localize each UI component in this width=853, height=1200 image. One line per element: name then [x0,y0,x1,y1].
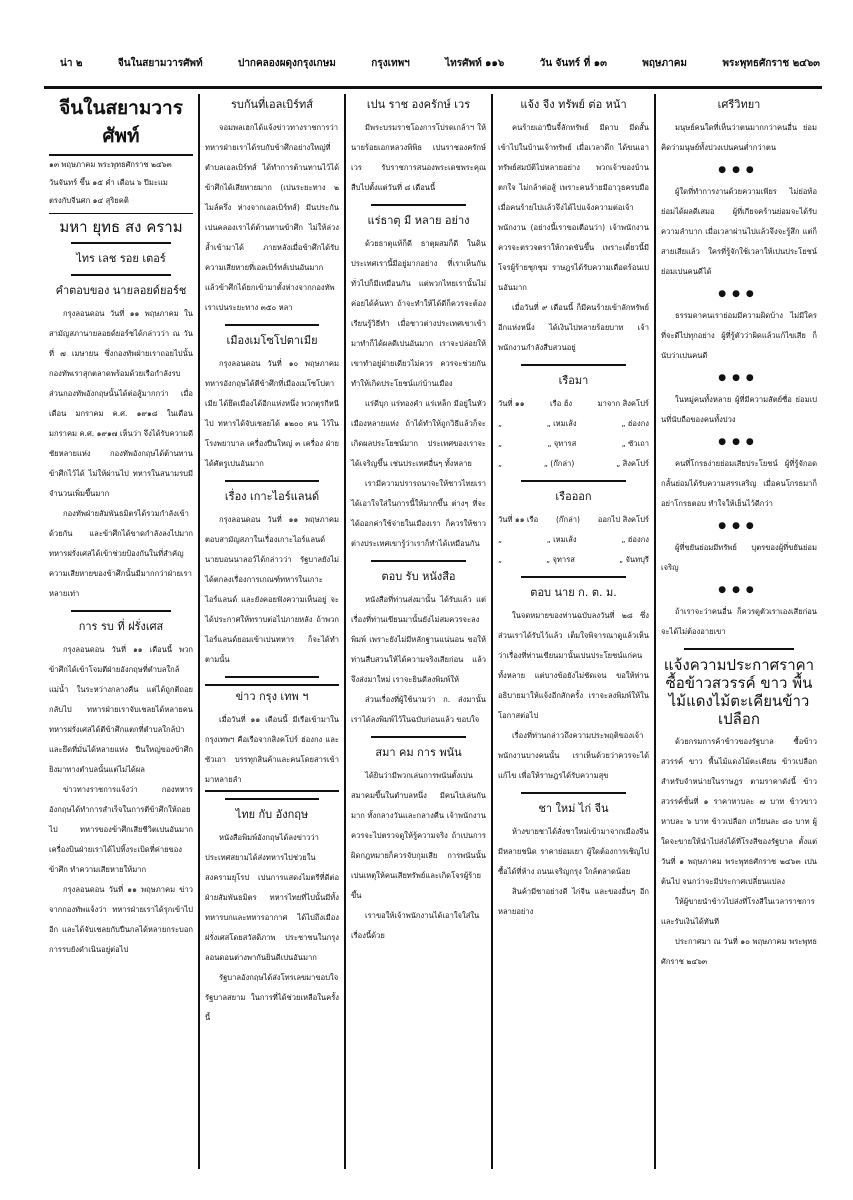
ornament-rule [225,480,319,482]
bullet-separator: ●●● [718,521,760,531]
article [205,806,339,1028]
shipping-cell: „ จุทารส [546,555,575,564]
article-headline: เรือออก [555,490,592,503]
column-3 [346,94,493,1169]
article-headline: มหา ยุทธ สง คราม [59,218,183,236]
bullet-separator: ●●● [718,585,760,595]
article-paragraph: กรุงลอนดอน วันที่ ๑๑ พฤษภาคม ในสามัญสภานายลอยด์ยอร์ชได้กล่าวว่า ณ วันที่ ๗ เมษายน ซึ่งกองทัพฝ่ายเราถอยไปนั้น กองทัพเราสุกตลาดพร้อมด้วยเรือกำลังรบ ส่วนกองทัพอังกฤษนั้นได้ต่อสู้มากกว่า เมื่อเดือน มกราคม ค.ศ. ๑๙๑๘ ในเดือน มกราคม ค.ศ. ๑๙๑๗ เห็นว่า จึงได้รับความดีชัยหลายแห่ง กองทัพอังกฤษได้ต้านทานข้าศึกไว้ได้ ไม่ให้ผ่านไป ทหารในสนามรบมีจำนวนเพิ่มขึ้นมาก [49,309,193,498]
article-paragraph: จอมพลเฮกได้แจ้งข่าวทางราชการว่า ทหารฝ่ายเราได้รบกับข้าศึกอย่างใหญ่ที่ตำบลเอลเบิร์ทส์ ได้ทำการต้านทานไว้ได้ ข้าศึกได้เสียหายมาก (เปนระยะทาง ๒ ไมล์ครึ่ง ห่างจากเอลเบิร์ทส์) มีนประกันเปนคลองเราได้ต้านทานข้าศึก ไม่ให้ล่วงล้ำเข้ามาได้ ภายหลังเมื่อข้าศึกได้รับความเสียหายที่เอลเบิร์ทส์เปนอันมาก แล้วข้าศึกได้ยกเข้ามาตั้งห่างจากกองทัพเราเปนระยะทาง ๓๕๐ หลา [205,123,339,312]
month: พฤษภาคม [642,58,688,69]
ornament-rule [521,364,627,366]
article-paragraph: คนร้ายเอาปืนจี้ลักทรัพย์ มีดาบ มีดสั้น เข้าไปในบ้านเจ้าทรัพย์ เมื่อเวลาดึก ได้ขนเอาทรัพย์สมบัติไปหลายอย่าง พวกเจ้าของบ้านตกใจ ไม่กล้าต่อสู้ เพราะคนร้ายมีอาวุธครบมือ เมื่อคนร้ายไปแล้วจึงได้ไปแจ้งความต่อเจ้าพนักงาน (อย่างนี้เราขอเตือนว่า) เจ้าพนักงานควรจะตรวจตราให้กวดขันขึ้น เพราะเดี๋ยวนี้มีโจรผู้ร้ายชุกชุม ราษฎรได้รับความเดือดร้อนเปนอันมาก [498,123,649,292]
article-paragraph: ข่าวทางราชการแจ้งว่า กองทหารอังกฤษได้ทำการสำเร็จในการตีข้าศึกให้ถอยไป ทหารของข้าศึกเสียชีวิตเปนอันมาก เครื่องบินฝ่ายเราได้ไปทิ้งระเบิดที่ค่ายของข้าศึก ทำความเสียหายให้มาก [49,785,193,874]
article [205,488,339,670]
article [351,212,486,554]
column-2 [200,94,346,1169]
columns [44,94,822,1169]
article [351,744,486,946]
shipping-cell: „ [498,555,502,564]
article-paragraph: หนังสือพิมพ์อังกฤษได้ลงข่าวว่า ประเทศสยามได้ส่งทหารไปช่วยในสงครามยุโรป เปนการแสดงไมตรีที่ดีต่อฝ่ายสัมพันธมิตร ทหารไทยที่ไปนั้นมีทั้งทหารบกและทหารอากาศ ได้ไปถึงเมืองฝรั่งเศสโดยสวัสดิภาพ ประชาชนในกรุงลอนดอนต่างพากันยินดีเปนอันมาก [205,833,339,962]
article-paragraph: กรุงลอนดอน วันที่ ๑๑ พฤษภาคม ตอบสามัญสภาในเรื่องเกาะไอร์แลนด์ นายบอนนาลอว์ได้กล่าวว่า รัฐบาลยังไม่ได้ตกลงเรื่องการเกณฑ์ทหารในเกาะไอร์แลนด์ และยังคอยฟังความเห็นอยู่ จะได้ประกาศให้ทราบต่อไปภายหลัง ถ้าพวกไอร์แลนด์ยอมเข้าเปนทหาร ก็จะได้ทำตามนั้น [205,515,339,664]
ornament-rule [521,576,627,578]
ornament-rule [225,798,319,800]
article-paragraph: กรุงลอนดอน วันที่ ๑๑ พฤษภาคม ข่าวจากกองทัพแจ้งว่า ทหารฝ่ายเราได้รุกเข้าไปอีก และได้จับเชลยกับปืนกลได้หลายกระบอก การรบยังดำเนินอยู่ต่อไป [49,885,193,954]
shipping-cell: „ [498,535,502,544]
paper-name: จีนในสยามวารศัพท์ [117,58,203,69]
shipping-row [498,510,649,530]
shipping-row [498,414,649,434]
bullet-separator: ●●● [718,165,760,175]
article-paragraph: ผู้ใดที่ทำการงานด้วยความเพียร ไม่ย่อท้อ ย่อมได้ผลดีเสมอ ผู้ที่เกียจคร้านย่อมจะได้รับความลำบาก เมื่อเวลาผ่านไปแล้วจึงจะรู้สึก แต่ก็สายเสียแล้ว ใครที่รู้จักใช้เวลาให้เปนประโยชน์ ย่อมเปนคนดีได้ [661,187,817,276]
shipping-row [498,550,649,570]
article-paragraph: เรื่องที่ท่านกล่าวถึงความประพฤติของเจ้าพนักงานบางคนนั้น เราเห็นด้วยว่าควรจะได้แก้ไข เพื่อให้ราษฎรได้รับความสุข [498,731,649,780]
article-paragraph: แร่ดีบุก แร่ทองคำ แร่เหล็ก มีอยู่ในหัวเมืองหลายแห่ง ถ้าได้ทำให้ถูกวิธีแล้วก็จะเกิดผลประโยชน์มาก ประเทศของเราจะได้เจริญขึ้น เช่นประเทศอื่นๆ ทั้งหลาย [351,399,486,468]
article-paragraph: ให้ผู้ขายนำข้าวไปส่งที่โรงสีในเวลาราชการ และรับเงินได้ทันที [661,897,815,926]
article-paragraph: ด้วยธาตุแท้ก็ดี ธาตุผสมก็ดี ในดินประเทศเรานี้มีอยู่มากอย่าง ที่เราเห็นกันทั่วไปก็มีเหมือนกัน แต่พวกไทยเรานั้นไม่ค่อยได้ค้นหา ถ้าจะทำให้ได้ดีก็ควรจะต้องเรียนรู้วิธีทำ เมื่อชาวต่างประเทศเขาเข้ามาทำก็ได้ผลดีเปนอันมาก เราจะปล่อยให้เขาทำอยู่ฝ่ายเดียวไม่ควร ควรจะช่วยกันทำให้เกิดประโยชน์แก่บ้านเมือง [351,239,486,388]
bullet-separator: ●●● [718,437,760,447]
article-paragraph: รัฐบาลอังกฤษได้ส่งโทรเลขมาขอบใจรัฐบาลสยาม ในการที่ได้ช่วยเหลือในครั้งนี้ [205,973,339,1022]
dateline-line: ตรงกับจีนศก ๑๔ สุริยคติ [49,196,129,205]
article-headline: ตอบ รับ หนังสือ [381,570,456,583]
page-number: น่า ๒ [60,58,83,69]
article [351,568,486,730]
article-paragraph: คนที่โกรธง่ายย่อมเสียประโยชน์ ผู้ที่รู้จักอดกลั้นย่อมได้รับความสรรเสริญ เมื่อคนโกรธมาก็อย่าโกรธตอบ ทำใจให้เย็นไว้ดีกว่า [661,459,817,508]
city: กรุงเทพฯ [371,58,410,69]
shipping-cell: „ [498,459,502,468]
shipping-row [498,394,649,414]
article-paragraph: ประกาศมา ณ วันที่ ๑๐ พฤษภาคม พระพุทธศักราช ๒๔๖๓ [661,937,817,966]
article [49,618,193,960]
article-paragraph: มนุษย์คนใดที่เห็นว่าตนมากกว่าคนอื่น ย่อมคิดว่ามนุษย์ทั้งปวงเปนคนต่ำกว่าตน [661,123,817,152]
shipping-cell: „ [498,439,502,448]
masthead: จีนในสยามวารศัพท์ [49,94,193,156]
article-paragraph: ห้างขายชาได้สั่งชาใหม่เข้ามาจากเมืองจีน มีหลายชนิด ราคาย่อมเยา ผู้ใดต้องการเชิญไปซื้อได้ที่ห้าง ถนนเจริญกรุง ใกล้ตลาดน้อย [498,827,649,876]
article [661,96,817,158]
article-paragraph: ธรรมดาคนเราย่อมมีความผิดบ้าง ไม่มีใครที่จะดีไปทุกอย่าง ผู้ที่รู้ตัวว่าผิดแล้วแก้ไขเสีย ก็นับว่าเปนคนดี [661,311,817,360]
article-headline: เรือมา [558,374,589,387]
shipping-cell: „ (ก๊กล่า) [543,459,575,468]
era-year: พระพุทธศักราช ๒๔๖๓ [722,58,820,69]
shipping-cell: (ก๊กล่า) [555,515,581,524]
shipping-cell: „ เหมเส้ง [546,419,577,428]
page-header [60,56,820,71]
article-paragraph: กรุงลอนดอน วันที่ ๑๐ พฤษภาคม ทหารอังกฤษได้ตีข้าศึกที่เมืองเมโซโปตาเมีย ได้ยึดเมืองได้อีกแห่งหนึ่ง พวกตุรกีหนีไป ทหารได้จับเชลยได้ ๑๒๐๐ คน ไว้ในโรงพยาบาล เครื่องปืนใหญ่ ๓ เครื่อง ฝ่ายได้ศัตรูเปนอันมาก [205,359,339,468]
article-headline: เรื่อง เกาะไอร์แลนด์ [224,490,320,503]
shipping-cell: „ ฮ่องกง [621,535,649,544]
ornament-rule [71,242,172,244]
article [49,282,193,604]
column-5 [656,94,822,1169]
article [351,96,486,198]
article-paragraph: เมื่อวันที่ ๑๑ เดือนนี้ มีเรือเข้ามาในกรุงเทพฯ คือเรือจากสิงคโปร์ ฮ่องกง และ ซัวเถา บรรทุกสินค้าและคนโดยสารเข้ามาหลายลำ [205,715,339,784]
ornament-rule [225,324,319,326]
article-paragraph: ส่วนเรื่องที่ผู้ใช้นามว่า ก. ส่งมานั้น เราได้ลงพิมพ์ไว้ในฉบับก่อนแล้ว ขอบใจ [351,695,486,724]
article-paragraph: กองทัพฝ่ายสัมพันธมิตรได้รวมกำลังเข้าด้วยกัน และข้าศึกได้ขาดกำลังลงไปมาก ทหารฝรั่งเศสได้เข้าช่วยป้องกันในที่สำคัญ ความเสียหายของข้าศึกนั้นมีมากกว่าฝ่ายเราหลายเท่า [49,509,193,598]
shipping-cell: „ ซัวเถา [621,439,649,448]
article-headline: รบกันที่เอลเบิร์ทส์ [230,98,314,111]
article-headline: ไทร เลช รอย เตอร์ [76,252,166,265]
article [205,332,339,474]
article-paragraph: ด้วยกรมการค้าข้าวของรัฐบาล ซื้อข้าวสวรรค์ ขาว พื้นไม้แดงไม้ตะเคียน ข้าวเปลือก สำหรับจำหน่ายในราษฎร ตามราคาดังนี้ ข้าวสวรรค์ชั้นที่ ๑ ราคาหาบละ ๗ บาท ข้าวขาว หาบละ ๖ บาท ข้าวเปลือก เกวียนละ ๘๐ บาท ผู้ใดจะขายให้นำไปส่งได้ที่โรงสีของรัฐบาล ตั้งแต่วันที่ ๑ พฤษภาคม พระพุทธศักราช ๒๔๖๓ เปนต้นไป จนกว่าจะมีประกาศเปลี่ยนแปลง [661,737,817,886]
ornament-rule [225,676,319,678]
ornament-rule [371,736,466,738]
header-rule [44,86,822,89]
article-paragraph: เราขอให้เจ้าพนักงานได้เอาใจใส่ในเรื่องนี้ด้วย [351,911,480,940]
shipping-cell: „ เหมเส้ง [546,535,577,544]
article [661,656,817,972]
shipping-cell: „ จันทบุรี [619,555,649,564]
shipping-cell: เรือ ฮ้ง [550,399,573,408]
article-headline: แจ้ง จีง ทรัพย์ ต่อ หน้า [520,98,627,111]
shipping-cell: „ สิงคโปร์ [616,459,649,468]
article [661,390,817,430]
ornament-rule [371,204,466,206]
column-1 [44,94,200,1169]
article [49,250,193,268]
article-paragraph: ถ้าเราจะว่าคนอื่น ก็ควรดูตัวเราเองเสียก่อน จะได้ไม่ต้องอายเขา [661,607,817,636]
ornament-rule [684,648,793,650]
article-headline: เมืองเมโซโปตาเมีย [226,334,318,347]
article [205,684,339,792]
shipping-cell: „ จุทารส [547,439,577,448]
article-paragraph: หนังสือที่ท่านส่งมานั้น ได้รับแล้ว แต่เรื่องที่ท่านเขียนมานั้นยังไม่สมควรจะลงพิมพ์ เพราะยังไม่มีหลักฐานแน่นอน ขอให้ท่านสืบสวนให้ได้ความจริงเสียก่อน แล้วจึงส่งมาใหม่ เราจะยินดีลงพิมพ์ให้ [351,595,486,684]
dateline [49,156,193,214]
phone: ไทรศัพท์ ๑๑๖ [445,58,505,69]
article [498,488,649,570]
article [661,538,817,578]
column-4 [493,94,656,1169]
article [498,372,649,474]
article-headline: ตอบ นาย ก. ต. ม. [530,586,617,599]
day: วัน จันทร์ ที่ ๑๓ [539,58,607,69]
article [49,218,193,236]
shipping-cell: วันที่ ๑๑ [498,399,525,408]
ornament-rule [71,610,172,612]
article-headline: เปน ราช องครักษ์ เวร [366,98,471,111]
article-headline: ข่าว กรุง เทพ ฯ [235,690,309,703]
shipping-cell: „ ฮ่องกง [621,419,649,428]
article-headline: แจ้งความประกาศราคาซื้อข้าวสวรรค์ ขาว พื้นไม้แดงไม้ตะเคียนข้าวเปลือก [663,656,815,728]
bullet-separator: ●●● [718,373,760,383]
article-headline: คำตอบของ นายลอยด์ยอร์ช [55,284,187,297]
article-paragraph: มีพระบรมราชโองการโปรดเกล้าฯ ให้นายร้อยเอกหลวงพิพิธ เปนราชองครักษ์เวร รับราชการสนองพระเดชพระคุณสืบไปตั้งแต่วันที่ ๘ เดือนนี้ [351,123,486,192]
address: ปากคลองผดุงกรุงเกษม [237,58,336,69]
article [205,96,339,318]
article-paragraph: ได้ยินว่ามีพวกเล่นการพนันตั้งเปนสมาคมขึ้นในตำบลหนึ่ง มีคนไปเล่นกันมาก ทั้งกลางวันและกลางคืน เจ้าพนักงานควรจะไปตรวจดูให้รู้ความจริง ถ้าเปนการผิดกฎหมายก็ควรจับกุมเสีย การพนันนั้นเปนเหตุให้คนเสียทรัพย์และเกิดโจรผู้ร้ายขึ้น [351,771,486,900]
article [661,454,817,514]
article-paragraph: กรุงลอนดอน วันที่ ๑๑ เดือนนี้ พวกข้าศึกได้เข้าโจมตีฝ่ายอังกฤษที่ตำบลใกล้แม่น้ำ ในระหว่างกลางคืน แต่ได้ถูกตีถอยกลับไป ทหารฝ่ายเราจับเชลยได้หลายคน ทหารฝรั่งเศสได้ตีข้าศึกแตกที่ตำบลใกล้ป่า และยึดที่มั่นได้หลายแห่ง ปืนใหญ่ของข้าศึกยิงมาทางตำบลนั้นแต่ไม่ได้ผล [49,645,193,774]
shipping-row [498,530,649,550]
dateline-line: วันจันทร์ ขึ้น ๑๕ ค่ำ เดือน ๖ ปีมะแม [49,178,168,187]
article [661,602,817,642]
article-headline: เศรีวิทยา [717,98,761,111]
shipping-cell: „ [498,419,502,428]
article-headline: สมา คม การ พนัน [375,746,462,759]
article-headline: การ รบ ที่ ฝรั่งเศส [78,620,164,633]
ornament-rule [371,560,466,562]
shipping-cell: ออกไป สิงคโปร์ [597,515,649,524]
article-paragraph: ผู้ที่ขยันย่อมมีทรัพย์ บุตรของผู้ที่ขยันย่อมเจริญ [661,543,817,572]
article-paragraph: ในหมู่คนทั้งหลาย ผู้ที่มีความสัตย์ซื่อ ย่อมเปนที่นับถือของคนทั้งปวง [661,395,817,424]
ornament-rule [71,274,172,276]
article-headline: ชา ใหม่ ไก่ จีน [538,802,609,815]
article [661,306,817,366]
article-paragraph: ในจดหมายของท่านฉบับลงวันที่ ๒๘ ซึ่งส่วนเราได้รับไว้แล้ว เต็มใจพิจารณาดูแล้วเห็นว่าเรื่องที่ท่านเขียนมานั้นเปนประโยชน์แก่คนทั้งหลาย แต่บางข้อยังไม่ชัดเจน ขอให้ท่านอธิบายมาให้แจ้งอีกสักครั้ง เราจะลงพิมพ์ให้ในโอกาสต่อไป [498,611,649,720]
shipping-row [498,454,649,474]
shipping-row [498,434,649,454]
article-paragraph: เมื่อวันที่ ๙ เดือนนี้ ก็มีคนร้ายเข้าลักทรัพย์อีกแห่งหนึ่ง ได้เงินไปหลายร้อยบาท เจ้าพนักงานกำลังสืบสวนอยู่ [498,303,649,352]
shipping-cell: มาจาก สิงคโปร์ [597,399,649,408]
article-headline: แร่ธาตุ มี หลาย อย่าง [367,214,470,227]
article [661,182,817,282]
article-headline: ไทย กับ อังกฤษ [235,808,309,821]
article [498,584,649,786]
article-paragraph: เรามีความปรารถนาจะให้ชาวไทยเราได้เอาใจใส่ในการนี้ให้มากขึ้น ต่างๆ ที่จะได้ออกค่าใช้จ่ายในเมืองเรา ก็ควรให้ชาวต่างประเทศเขารู้ว่าเราก็ทำได้เหมือนกัน [351,479,486,548]
article [498,800,649,922]
article [498,96,649,358]
shipping-cell: วันที่ ๑๑ เรือ [498,515,539,524]
article-paragraph: สินค้ามีชาอย่างดี ไก่จีน และของอื่นๆ อีกหลายอย่าง [498,887,649,916]
dateline-line: ๑๓ พฤษภาคม พระพุทธศักราช ๒๔๖๓ [49,160,172,169]
bullet-separator: ●●● [718,289,760,299]
ornament-rule [521,480,627,482]
ornament-rule [521,792,627,794]
